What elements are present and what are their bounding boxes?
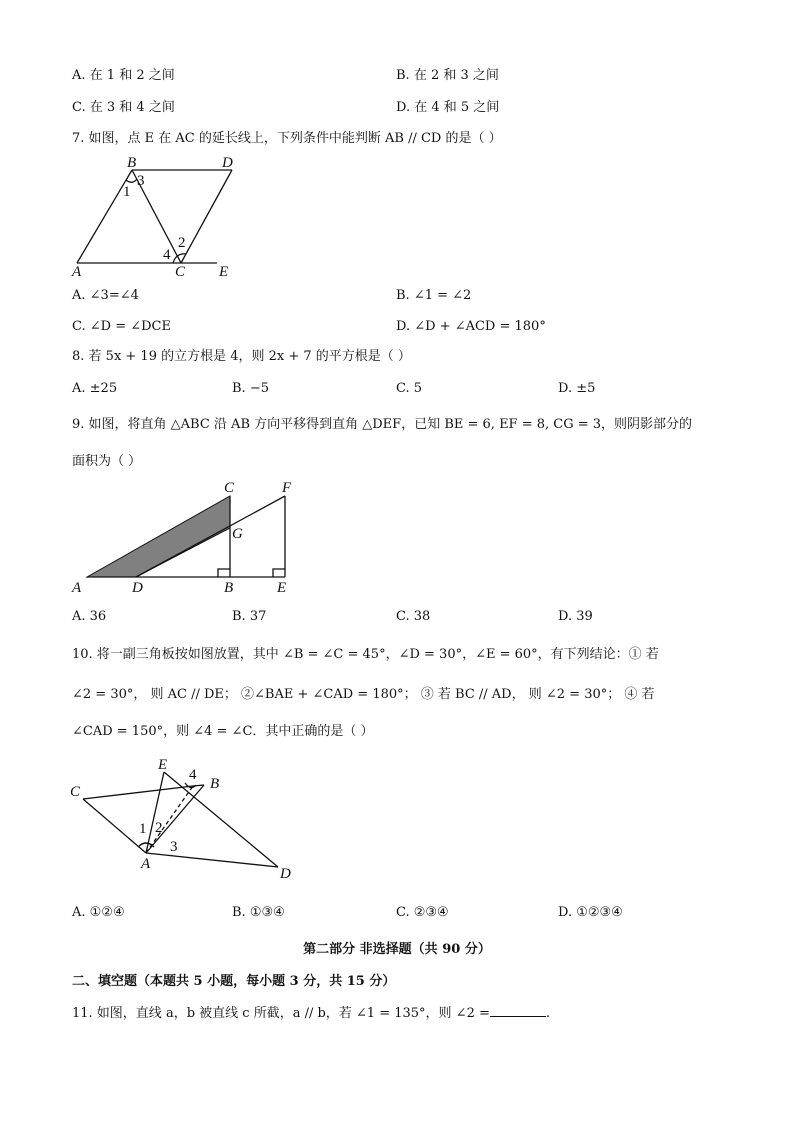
section2-heading: 二、填空题（本题共 5 小题，每小题 3 分，共 15 分）	[72, 974, 396, 989]
q10-option-a: A. ①②④	[72, 905, 125, 920]
q7-label-3: 3	[137, 173, 145, 189]
q9-option-c: C. 38	[396, 609, 431, 624]
q10-label-1: 1	[139, 821, 147, 837]
q9-label-e: E	[277, 580, 287, 596]
q8-option-b: B. −5	[232, 381, 269, 396]
q9-label-g: G	[232, 526, 243, 542]
q10-label-4: 4	[189, 767, 197, 783]
q7-label-d: D	[222, 155, 233, 171]
q7-label-4: 4	[163, 247, 171, 263]
q9-label-b: B	[224, 580, 234, 596]
q10-label-c: C	[70, 784, 81, 800]
q8-stem: 8. 若 5x + 19 的立方根是 4，则 2x + 7 的平方根是（ ）	[72, 349, 411, 364]
part2-heading: 第二部分 非选择题（共 90 分）	[303, 942, 491, 957]
q10-option-b: B. ①③④	[232, 905, 285, 920]
q7-stem: 7. 如图，点 E 在 AC 的延长线上，下列条件中能判断 AB // CD 的是（ ）	[72, 131, 502, 146]
q10-option-d: D. ①②③④	[558, 905, 623, 920]
q10-label-3: 3	[170, 839, 178, 855]
q7-label-a: A	[72, 264, 82, 280]
q10-label-b: B	[210, 776, 220, 792]
q10-label-e: E	[158, 757, 168, 773]
right-angle-e	[273, 569, 285, 577]
q9-label-a: A	[72, 580, 82, 596]
line-cb-edge	[83, 786, 193, 799]
q7-label-1: 1	[123, 184, 131, 200]
q8-option-d: D. ±5	[558, 381, 596, 396]
q7-option-a: A. ∠3=∠4	[72, 288, 139, 303]
q9-label-f: F	[282, 480, 292, 496]
line-ed	[164, 772, 278, 867]
q11-answer-blank[interactable]	[490, 1004, 546, 1017]
q9-option-d: D. 39	[558, 609, 593, 624]
q6-option-b: B. 在 2 和 3 之间	[396, 68, 499, 83]
q10-figure	[68, 755, 308, 885]
line-ca	[83, 799, 146, 853]
q9-stem-line1: 9. 如图，将直角 △ABC 沿 AB 方向平移得到直角 △DEF，已知 BE = 6, EF = 8, CG = 3，则阴影部分的	[72, 417, 693, 432]
q9-option-b: B. 37	[232, 609, 267, 624]
q9-stem-line2: 面积为（ ）	[72, 454, 142, 469]
q7-option-c: C. ∠D = ∠DCE	[72, 319, 171, 334]
q10-line1: 10. 将一副三角板按如图放置，其中 ∠B = ∠C = 45°，∠D = 30°，∠E = 60°，有下列结论：① 若	[72, 647, 659, 662]
q6-option-a: A. 在 1 和 2 之间	[72, 68, 175, 83]
q8-option-a: A. ±25	[72, 381, 118, 396]
q9-option-a: A. 36	[72, 609, 107, 624]
q10-option-c: C. ②③④	[396, 905, 449, 920]
q9-figure	[70, 480, 310, 600]
angle-arc-b	[126, 179, 137, 182]
q6-option-d: D. 在 4 和 5 之间	[396, 100, 500, 115]
q7-label-2: 2	[178, 235, 186, 251]
q11-stem: 11. 如图，直线 a，b 被直线 c 所截，a // b，若 ∠1 = 135°，则 ∠2 =	[72, 1006, 490, 1021]
line-ad	[146, 853, 278, 867]
q11-line	[72, 1004, 550, 1023]
q9-label-c: C	[224, 480, 235, 496]
q7-option-d: D. ∠D + ∠ACD = 180°	[396, 319, 546, 334]
q8-option-c: C. 5	[396, 381, 423, 396]
line-cd	[181, 170, 232, 263]
q10-label-d: D	[280, 866, 291, 882]
q7-label-c: C	[175, 264, 186, 280]
q10-line2: ∠2 = 30°， 则 AC // DE； ②∠BAE + ∠CAD = 180°； ③ 若 BC // AD， 则 ∠2 = 30°； ④ 若	[72, 687, 655, 702]
q6-option-c: C. 在 3 和 4 之间	[72, 100, 175, 115]
q7-label-e: E	[219, 264, 229, 280]
q7-option-b: B. ∠1 = ∠2	[396, 288, 472, 303]
q10-label-2: 2	[155, 820, 163, 836]
q9-label-d: D	[132, 580, 143, 596]
right-angle-b	[218, 569, 230, 577]
q10-label-a: A	[141, 856, 151, 872]
q11-end: .	[545, 1006, 551, 1021]
q7-figure	[72, 155, 242, 280]
q10-line3: ∠CAD = 150°，则 ∠4 = ∠C．其中正确的是（ ）	[72, 724, 374, 739]
q7-label-b: B	[127, 155, 137, 171]
